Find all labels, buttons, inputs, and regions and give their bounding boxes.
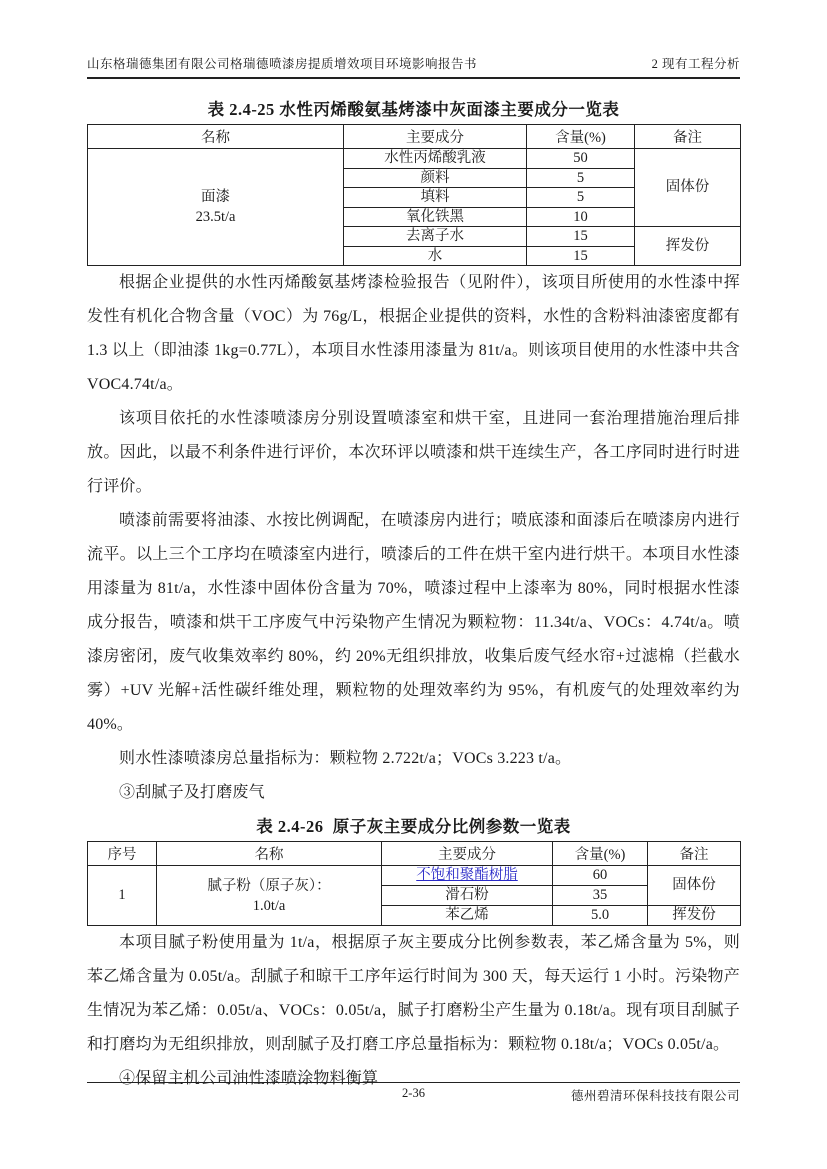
cell-remark-volatile: 挥发份 — [635, 227, 741, 266]
cell-content: 15 — [527, 227, 635, 247]
table-header-row — [88, 842, 741, 866]
paragraph-voc-calculation: 根据企业提供的水性丙烯酸氨基烤漆检验报告（见附件），该项目所使用的水性漆中挥发性有机化合物含量（VOC）为 76g/L，根据企业提供的资料，水性的含粉料油漆密度都有 1.3 以上（即油漆 1kg=0.77L），本项目水性漆用漆量为 81t/a。则该项目使用的水性漆中共含 VOC4.74t/a。 — [87, 274, 740, 393]
header-chapter-label: 2 现有工程分析 — [651, 57, 740, 71]
cell-content: 10 — [527, 207, 635, 227]
col-header-component: 主要成分 — [382, 842, 553, 866]
col-header-content: 含量(%) — [553, 842, 648, 866]
col-header-seq: 序号 — [88, 842, 157, 866]
page-header — [87, 54, 740, 79]
heading-putty-waste-gas: ③刮腻子及打磨废气 — [119, 784, 265, 801]
table-header-row — [88, 125, 741, 149]
table-row — [88, 149, 741, 169]
cell-content: 5.0 — [553, 906, 648, 926]
cell-content: 15 — [527, 246, 635, 266]
cell-component: 滑石粉 — [382, 886, 553, 906]
header-report-title: 山东格瑞德集团有限公司格瑞德喷漆房提质增效项目环境影响报告书 — [87, 57, 478, 71]
cell-content: 50 — [527, 149, 635, 169]
page-footer — [87, 1082, 740, 1104]
cell-component: 水性丙烯酸乳液 — [344, 149, 527, 169]
cell-remark-solid: 固体份 — [648, 866, 741, 906]
footer-company-name: 德州碧清环保科技技有限公司 — [570, 1089, 740, 1103]
cell-component: 水 — [344, 246, 527, 266]
paragraph-spray-room-setup: 该项目依托的水性漆喷漆房分别设置喷漆室和烘干室，且进同一套治理措施治理后排放。因此，以最不利条件进行评价，本次环评以喷漆和烘干连续生产，各工序同时进行时进行评价。 — [87, 410, 740, 495]
cell-remark-solid: 固体份 — [635, 149, 741, 227]
col-header-component: 主要成分 — [344, 125, 527, 149]
table-paint-components — [87, 124, 741, 266]
col-header-remark: 备注 — [648, 842, 741, 866]
cell-component: 填料 — [344, 188, 527, 208]
page-number: 2-36 — [402, 1086, 425, 1100]
cell-content: 5 — [527, 188, 635, 208]
cell-remark-volatile: 挥发份 — [648, 906, 741, 926]
table1-title: 表 2.4-25 水性丙烯酸氨基烤漆中灰面漆主要成分一览表 — [207, 100, 620, 119]
cell-seq: 1 — [88, 866, 157, 926]
cell-content: 5 — [527, 168, 635, 188]
col-header-name: 名称 — [88, 125, 344, 149]
col-header-remark: 备注 — [635, 125, 741, 149]
paragraph-total-index: 则水性漆喷漆房总量指标为：颗粒物 2.722t/a；VOCs 3.223 t/a。 — [119, 750, 572, 767]
col-header-name: 名称 — [157, 842, 382, 866]
cell-content: 60 — [553, 866, 648, 886]
heading-oil-paint-balance: ④保留主机公司油性漆喷涂物料衡算 — [119, 1070, 379, 1087]
cell-component — [382, 866, 553, 886]
cell-putty-name: 腻子粉（原子灰）： 1.0t/a — [157, 866, 382, 926]
cell-component: 氧化铁黑 — [344, 207, 527, 227]
resin-link[interactable]: 不饱和聚酯树脂 — [416, 867, 518, 883]
cell-component: 颜料 — [344, 168, 527, 188]
cell-component: 苯乙烯 — [382, 906, 553, 926]
paragraph-spray-process: 喷漆前需要将油漆、水按比例调配，在喷漆房内进行；喷底漆和面漆后在喷漆房内进行流平。以上三个工序均在喷漆室内进行，喷漆后的工件在烘干室内进行烘干。本项目水性漆用漆量为 81t/a，水性漆中固体份含量为 70%，喷漆过程中上漆率为 80%，同时根据水性漆成分报告，喷漆和烘干工序废气中污染物产生情况为颗粒物：11.34t/a、VOCs：4.74t/a。喷漆房密闭，废气收集效率约 80%，约 20%无组织排放，收集后废气经水帘+过滤棉（拦截水雾）+UV 光解+活性碳纤维处理，颗粒物的处理效率约为 95%，有机废气的处理效率约为 40%。 — [87, 512, 740, 733]
table-row — [88, 866, 741, 886]
col-header-content: 含量(%) — [527, 125, 635, 149]
table2-title: 表 2.4-26 原子灰主要成分比例参数一览表 — [256, 817, 571, 836]
cell-paint-name: 面漆 23.5t/a — [88, 149, 344, 266]
paragraph-putty-calculation: 本项目腻子粉使用量为 1t/a，根据原子灰主要成分比例参数表，苯乙烯含量为 5%，则苯乙烯含量为 0.05t/a。刮腻子和晾干工序年运行时间为 300 天，每天运行 1 小时。污染物产生情况为苯乙烯：0.05t/a、VOCs：0.05t/a，腻子打磨粉尘产生量为 0.18t/a。现有项目刮腻子和打磨均为无组织排放，则刮腻子及打磨工序总量指标为：颗粒物 0.18t/a；VOCs 0.05t/a。 — [87, 934, 740, 1053]
cell-component: 去离子水 — [344, 227, 527, 247]
table-putty-components — [87, 841, 741, 926]
cell-content: 35 — [553, 886, 648, 906]
